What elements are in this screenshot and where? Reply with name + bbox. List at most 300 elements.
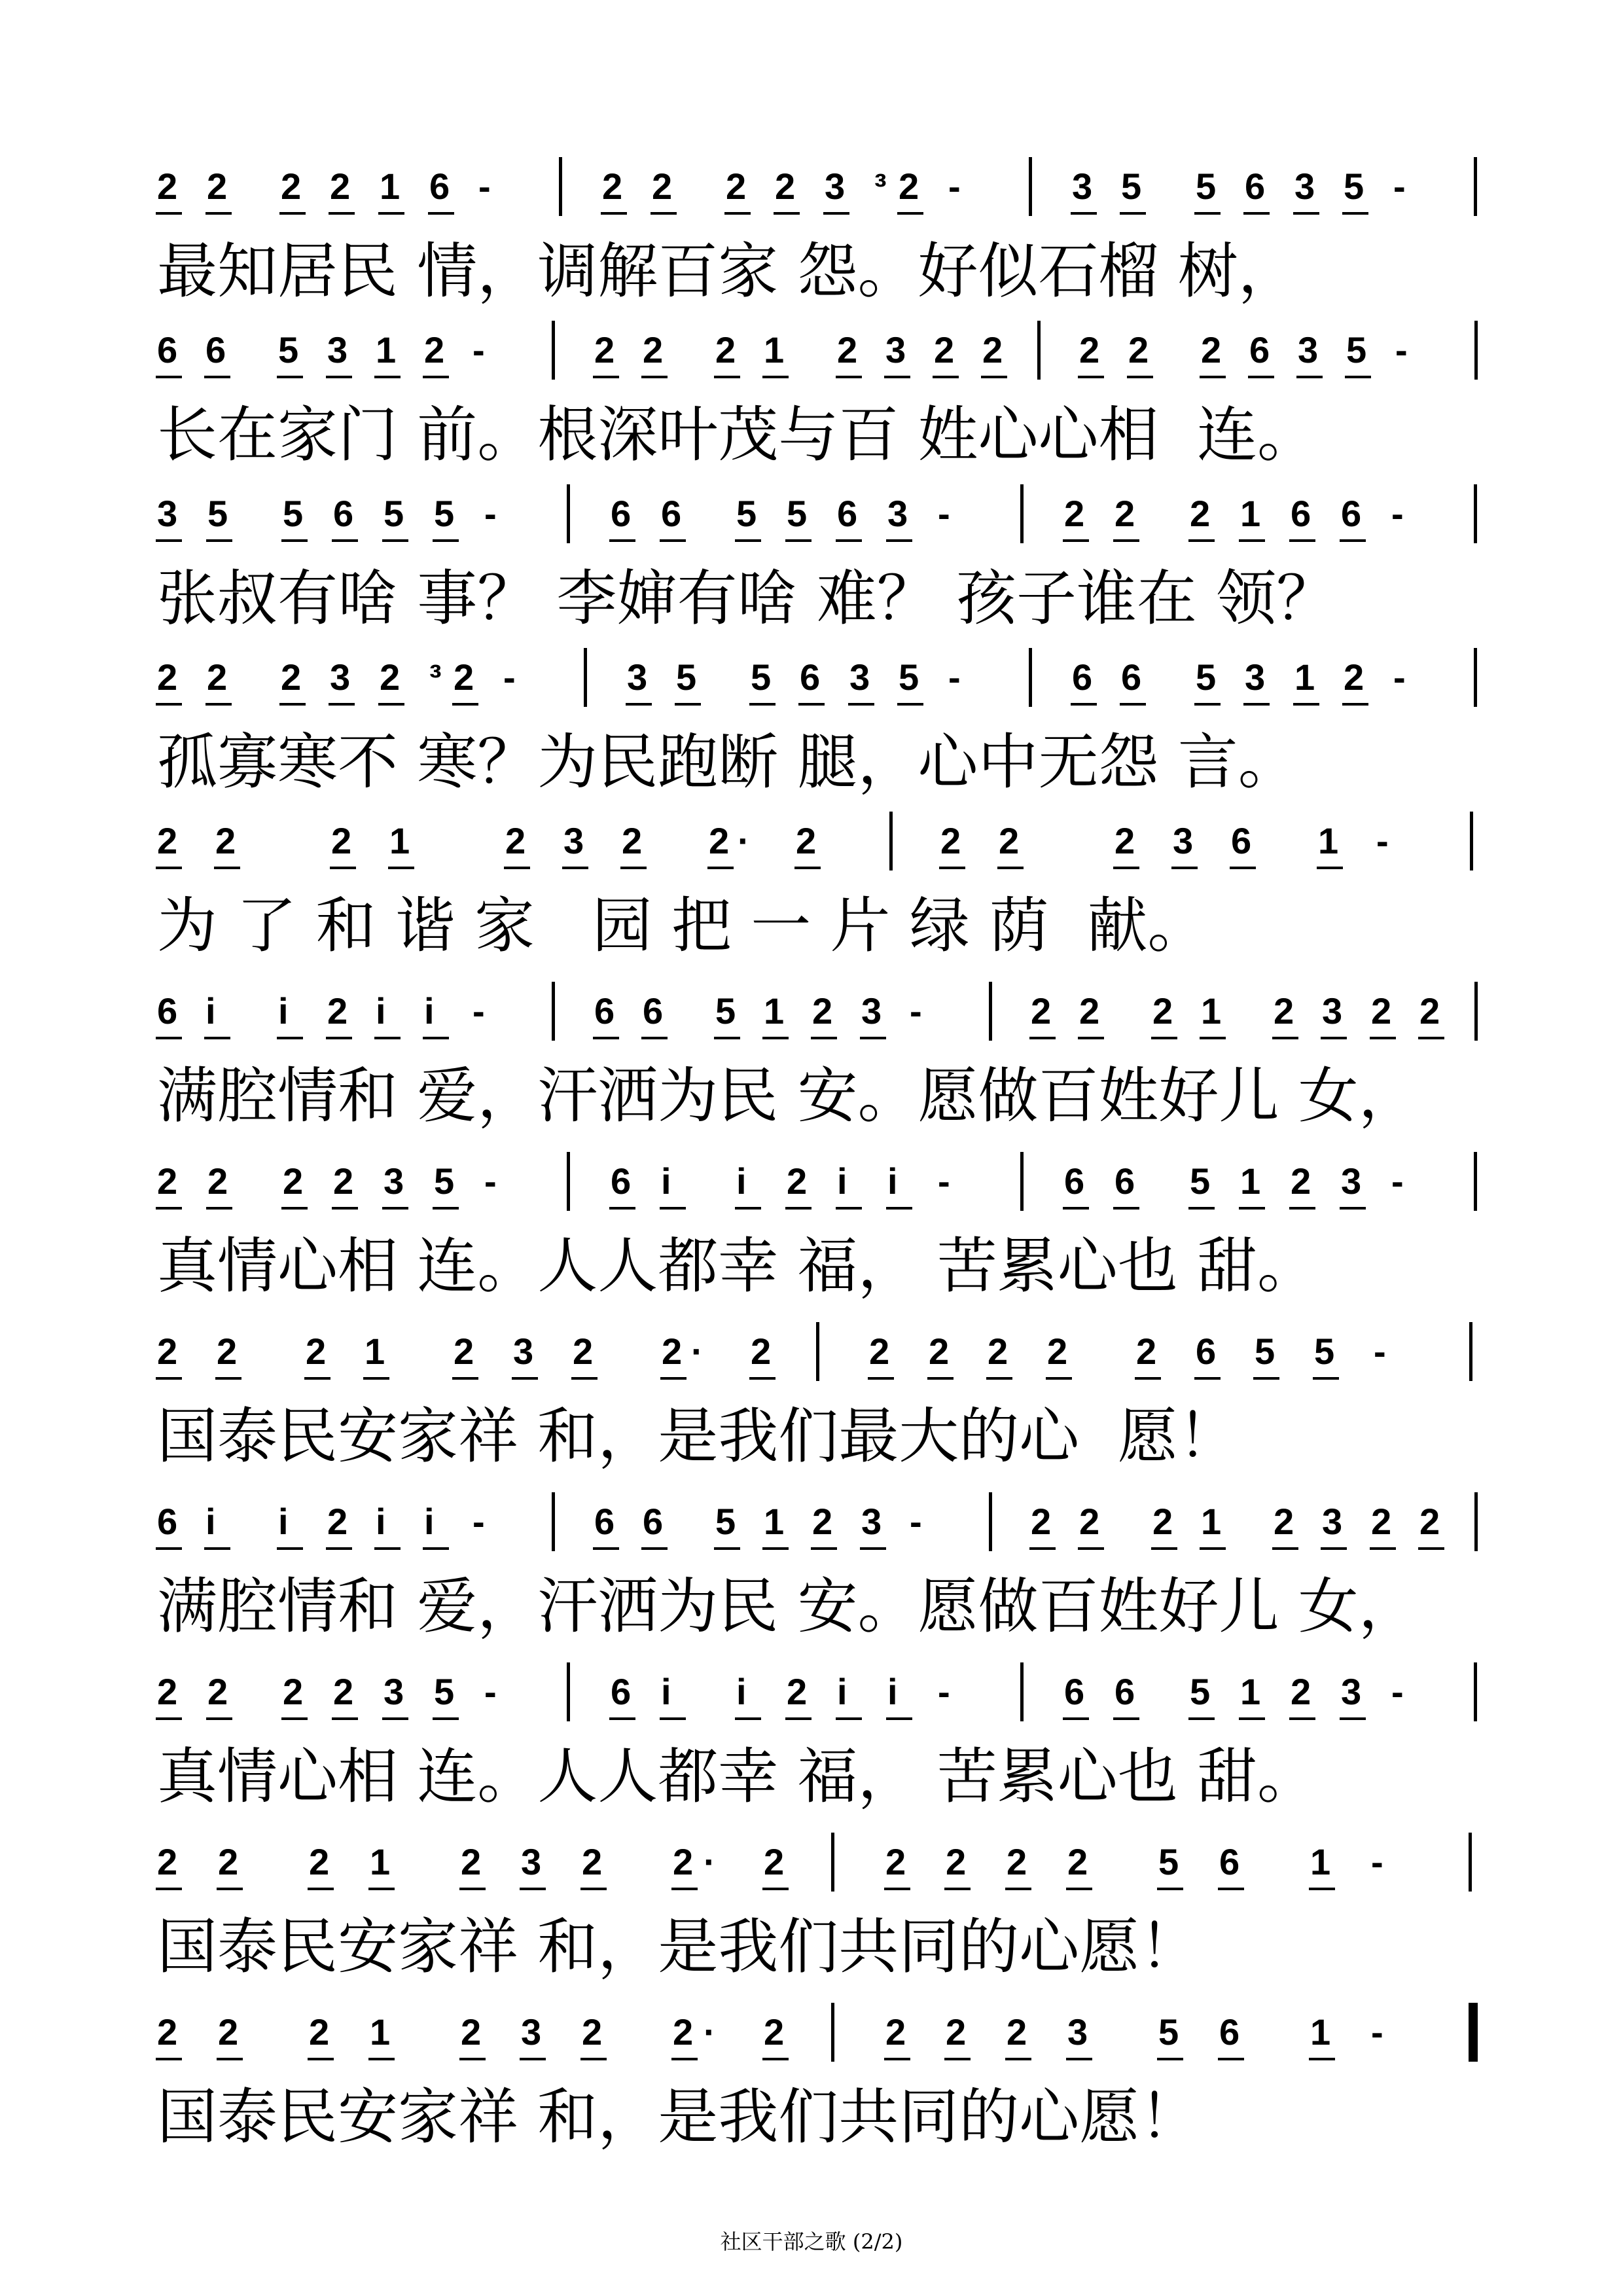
beam-line bbox=[749, 1377, 776, 1380]
note: 2 bbox=[726, 166, 747, 207]
note: 2 bbox=[1371, 1501, 1392, 1542]
beam-line bbox=[1340, 1717, 1366, 1720]
note: 6 bbox=[1231, 820, 1252, 861]
note: 3 bbox=[330, 656, 351, 698]
lyric-line: 张叔有啥 事？ 李婶有啥 难？ 孩子谁在 领？ bbox=[157, 564, 1337, 634]
barline bbox=[1474, 1152, 1477, 1211]
beam-line bbox=[660, 539, 686, 542]
note: 6 bbox=[594, 1501, 615, 1542]
beam-line bbox=[156, 212, 182, 215]
note: - bbox=[473, 1501, 485, 1542]
notation-row bbox=[157, 818, 1492, 897]
beam-line bbox=[1005, 2058, 1031, 2060]
beam-line bbox=[512, 1377, 538, 1380]
note: 3 bbox=[521, 2011, 542, 2053]
notation-row bbox=[157, 2009, 1492, 2088]
barline bbox=[831, 2003, 834, 2062]
notation-row bbox=[157, 164, 1492, 242]
beam-line bbox=[304, 1377, 330, 1380]
note: 3 bbox=[1298, 329, 1319, 370]
beam-line bbox=[762, 1888, 789, 1890]
barline bbox=[559, 157, 562, 216]
page-footer: 社区干部之歌 (2/2) bbox=[720, 2229, 903, 2254]
note: 2 bbox=[327, 1501, 348, 1542]
note: 2 bbox=[929, 1331, 950, 1372]
beam-line bbox=[897, 703, 923, 706]
beam-line bbox=[217, 2058, 243, 2060]
note: 5 bbox=[736, 493, 757, 534]
beam-line bbox=[981, 376, 1007, 378]
note: 5 bbox=[383, 493, 404, 534]
beam-line bbox=[735, 1717, 761, 1720]
beam-line bbox=[1066, 1888, 1092, 1890]
note: 5 bbox=[1196, 656, 1217, 698]
beam-line bbox=[794, 867, 821, 869]
barline bbox=[567, 1662, 570, 1721]
beam-line bbox=[332, 1717, 358, 1720]
note: - bbox=[1376, 820, 1389, 861]
note: 2 bbox=[662, 1331, 683, 1372]
note: 2 bbox=[812, 990, 833, 1031]
note: - bbox=[938, 1671, 950, 1712]
note: i bbox=[278, 990, 289, 1031]
beam-line bbox=[368, 2058, 395, 2060]
note: - bbox=[478, 166, 491, 207]
note: 2 bbox=[1031, 990, 1052, 1031]
notation-row bbox=[157, 491, 1492, 569]
note: 6 bbox=[611, 1160, 632, 1202]
beam-line bbox=[886, 539, 912, 542]
notation-row bbox=[157, 1158, 1492, 1237]
beam-line bbox=[156, 867, 182, 869]
note: 2 bbox=[424, 329, 445, 370]
beam-line bbox=[1218, 1888, 1244, 1890]
beam-line bbox=[1418, 1547, 1444, 1550]
note: i bbox=[837, 1671, 847, 1712]
note: 2 bbox=[1064, 493, 1085, 534]
beam-line bbox=[277, 1547, 303, 1550]
beam-line bbox=[1151, 1037, 1177, 1039]
note: 3 bbox=[513, 1331, 534, 1372]
note: 6 bbox=[205, 329, 226, 370]
beam-line bbox=[1157, 2058, 1183, 2060]
beam-line bbox=[1296, 376, 1323, 378]
note: 5 bbox=[751, 656, 772, 698]
beam-line bbox=[933, 376, 959, 378]
note: - bbox=[1393, 166, 1406, 207]
note: 6 bbox=[1064, 1160, 1085, 1202]
beam-line bbox=[762, 1547, 789, 1550]
note: 2 bbox=[1419, 1501, 1440, 1542]
score-system-3 bbox=[157, 491, 1492, 661]
barline bbox=[567, 484, 570, 543]
beam-line bbox=[997, 867, 1024, 869]
beam-line bbox=[1289, 1207, 1315, 1210]
note: i bbox=[736, 1671, 747, 1712]
note: 2 bbox=[934, 329, 955, 370]
score-system-1 bbox=[157, 164, 1492, 334]
note: 2 bbox=[885, 2011, 906, 2053]
barline bbox=[889, 812, 893, 870]
note: 2 bbox=[1079, 329, 1100, 370]
beam-line bbox=[1066, 2058, 1092, 2060]
note: 2 bbox=[1152, 990, 1173, 1031]
beam-line bbox=[580, 2058, 607, 2060]
beam-line bbox=[1321, 1547, 1347, 1550]
note: - bbox=[484, 493, 497, 534]
note: 1 bbox=[1294, 656, 1315, 698]
note: · bbox=[738, 820, 750, 861]
beam-line bbox=[1120, 212, 1146, 215]
beam-line bbox=[279, 703, 306, 706]
beam-line bbox=[326, 376, 352, 378]
beam-line bbox=[1309, 1888, 1335, 1890]
beam-line bbox=[281, 1207, 308, 1210]
note: 2 bbox=[1031, 1501, 1052, 1542]
note: 2 bbox=[207, 1160, 228, 1202]
note: 2 bbox=[594, 329, 615, 370]
note: 3 bbox=[849, 656, 870, 698]
note: 2 bbox=[333, 1160, 354, 1202]
note: 2 bbox=[787, 1160, 808, 1202]
beam-line bbox=[1272, 1547, 1298, 1550]
note: 3 bbox=[1067, 2011, 1088, 2053]
note: 2 bbox=[869, 1331, 890, 1372]
beam-line bbox=[939, 867, 965, 869]
beam-line bbox=[452, 1377, 478, 1380]
barline bbox=[1474, 982, 1478, 1041]
note: 2 bbox=[1201, 329, 1222, 370]
beam-line bbox=[388, 867, 414, 869]
note: 2 bbox=[751, 1331, 772, 1372]
beam-line bbox=[279, 212, 306, 215]
note: 6 bbox=[429, 166, 450, 207]
note: 2 bbox=[331, 820, 352, 861]
beam-line bbox=[1340, 1207, 1366, 1210]
beam-line bbox=[562, 867, 588, 869]
note: 6 bbox=[157, 329, 178, 370]
beam-line bbox=[660, 1207, 686, 1210]
beam-line bbox=[1071, 703, 1097, 706]
beam-line bbox=[884, 376, 910, 378]
beam-line bbox=[452, 703, 478, 706]
beam-line bbox=[785, 1717, 812, 1720]
note: 2 bbox=[461, 2011, 482, 2053]
barline bbox=[1469, 1833, 1472, 1892]
note: 5 bbox=[1346, 329, 1367, 370]
beam-line bbox=[156, 539, 182, 542]
beam-line bbox=[215, 1377, 241, 1380]
beam-line bbox=[886, 1207, 912, 1210]
beam-line bbox=[1218, 2058, 1244, 2060]
barline bbox=[552, 321, 555, 380]
beam-line bbox=[1171, 867, 1198, 869]
note: 5 bbox=[715, 1501, 736, 1542]
note: i bbox=[205, 990, 216, 1031]
notation-row bbox=[157, 1499, 1492, 1577]
beam-line bbox=[774, 212, 800, 215]
note: - bbox=[948, 656, 961, 698]
note: 2 bbox=[1274, 1501, 1294, 1542]
beam-line bbox=[156, 1888, 182, 1890]
note: 2 bbox=[454, 1331, 474, 1372]
note: 2 bbox=[505, 820, 526, 861]
beam-line bbox=[156, 376, 182, 378]
beam-line bbox=[641, 376, 668, 378]
note: 1 bbox=[1240, 1160, 1261, 1202]
note: i bbox=[205, 1501, 216, 1542]
beam-line bbox=[1321, 1037, 1347, 1039]
note: 2 bbox=[1115, 820, 1135, 861]
score-system-2 bbox=[157, 327, 1492, 497]
note: 2 bbox=[157, 820, 178, 861]
note: i bbox=[661, 1160, 671, 1202]
note: - bbox=[473, 329, 485, 370]
note: 3 bbox=[1245, 656, 1266, 698]
beam-line bbox=[1135, 1377, 1161, 1380]
note: i bbox=[837, 1160, 847, 1202]
lyric-line: 真情心相 连。人人都幸 福， 苦累心也 甜。 bbox=[157, 1742, 1317, 1812]
note: - bbox=[1391, 493, 1404, 534]
note: 2 bbox=[673, 1841, 694, 1882]
note: 2 bbox=[215, 820, 236, 861]
beam-line bbox=[1243, 212, 1270, 215]
notation-row bbox=[157, 655, 1492, 733]
note: 2 bbox=[1067, 1841, 1088, 1882]
barline bbox=[816, 1322, 819, 1381]
note: 2 bbox=[946, 2011, 967, 2053]
note: 2 bbox=[602, 166, 623, 207]
note: 2 bbox=[283, 1160, 304, 1202]
note: 3 bbox=[1322, 990, 1343, 1031]
beam-line bbox=[897, 212, 923, 215]
beam-line bbox=[1078, 1037, 1104, 1039]
note: 2 bbox=[764, 2011, 785, 2053]
note: 1 bbox=[764, 1501, 785, 1542]
note: 2 bbox=[582, 1841, 603, 1882]
beam-line bbox=[459, 1888, 486, 1890]
score-system-4 bbox=[157, 655, 1492, 825]
note: 1 bbox=[764, 990, 785, 1031]
lyric-line: 最知居民 情，调解百家 怨。好似石榴 树， bbox=[157, 236, 1298, 306]
note: 3 bbox=[885, 329, 906, 370]
note: i bbox=[661, 1671, 671, 1712]
beam-line bbox=[785, 1207, 812, 1210]
beam-line bbox=[836, 539, 862, 542]
beam-line bbox=[1127, 376, 1153, 378]
beam-line bbox=[836, 1717, 862, 1720]
beam-line bbox=[156, 703, 182, 706]
note: 2 bbox=[1291, 1160, 1311, 1202]
beam-line bbox=[785, 539, 812, 542]
note: 2 bbox=[1007, 2011, 1027, 2053]
beam-line bbox=[762, 1037, 789, 1039]
beam-line bbox=[1418, 1037, 1444, 1039]
note: 1 bbox=[1310, 2011, 1331, 2053]
beam-line bbox=[368, 1888, 395, 1890]
beam-line bbox=[1005, 1888, 1031, 1890]
note: 2 bbox=[207, 1671, 228, 1712]
note: 3 bbox=[861, 1501, 882, 1542]
note: 2 bbox=[380, 656, 401, 698]
beam-line bbox=[749, 703, 776, 706]
note: 2 bbox=[333, 1671, 354, 1712]
note: 2 bbox=[157, 1671, 178, 1712]
beam-line bbox=[593, 1037, 619, 1039]
note: - bbox=[473, 990, 485, 1031]
beam-line bbox=[1188, 1207, 1215, 1210]
note: ³ bbox=[429, 656, 442, 698]
barline bbox=[1474, 484, 1477, 543]
note: 2 bbox=[157, 656, 178, 698]
beam-line bbox=[714, 1037, 740, 1039]
note: 2 bbox=[283, 1671, 304, 1712]
note: 2 bbox=[1291, 1671, 1311, 1712]
note: 1 bbox=[380, 166, 401, 207]
beam-line bbox=[1113, 1207, 1139, 1210]
note: 1 bbox=[389, 820, 410, 861]
note: 2 bbox=[454, 656, 474, 698]
lyric-line: 满腔情和 爱，汗洒为民 安。愿做百姓好儿 女， bbox=[157, 1061, 1419, 1131]
note: 6 bbox=[643, 990, 664, 1031]
barline bbox=[989, 982, 992, 1041]
beam-line bbox=[1071, 212, 1097, 215]
barline bbox=[1470, 812, 1473, 870]
beam-line bbox=[332, 539, 358, 542]
beam-line bbox=[823, 212, 849, 215]
beam-line bbox=[609, 1717, 635, 1720]
beam-line bbox=[1151, 1547, 1177, 1550]
note: 5 bbox=[1344, 166, 1364, 207]
note: 6 bbox=[333, 493, 354, 534]
note: 1 bbox=[370, 1841, 391, 1882]
beam-line bbox=[1342, 703, 1368, 706]
note: 5 bbox=[1190, 1160, 1211, 1202]
lyric-line: 国泰民安家祥 和，是我们共同的心愿！ bbox=[157, 2082, 1200, 2152]
score-system-12 bbox=[157, 2009, 1492, 2179]
barline bbox=[1020, 484, 1024, 543]
note: 6 bbox=[1115, 1160, 1135, 1202]
beam-line bbox=[944, 1888, 971, 1890]
beam-line bbox=[332, 1207, 358, 1210]
barline bbox=[1037, 321, 1041, 380]
beam-line bbox=[1194, 212, 1221, 215]
score-system-9 bbox=[157, 1499, 1492, 1669]
beam-line bbox=[156, 1377, 182, 1380]
beam-line bbox=[205, 212, 232, 215]
note: i bbox=[887, 1160, 898, 1202]
score-system-7 bbox=[157, 1158, 1492, 1329]
note: 2 bbox=[982, 329, 1003, 370]
note: 2 bbox=[812, 1501, 833, 1542]
notation-row bbox=[157, 1329, 1492, 1407]
note: 1 bbox=[1201, 990, 1222, 1031]
note: 2 bbox=[1136, 1331, 1157, 1372]
beam-line bbox=[1230, 867, 1256, 869]
note: 6 bbox=[1245, 166, 1266, 207]
barline bbox=[1029, 157, 1032, 216]
note: 2 bbox=[999, 820, 1020, 861]
notation-row bbox=[157, 988, 1492, 1067]
note: 2 bbox=[643, 329, 664, 370]
beam-line bbox=[204, 1037, 230, 1039]
barline bbox=[552, 1492, 555, 1551]
beam-line bbox=[423, 1037, 449, 1039]
barline bbox=[989, 1492, 992, 1551]
note: 1 bbox=[1201, 1501, 1222, 1542]
note: - bbox=[910, 1501, 922, 1542]
note: - bbox=[938, 493, 950, 534]
beam-line bbox=[1113, 867, 1139, 869]
lyric-line: 为 了 和 谐 家 园 把 一 片 绿 荫 献。 bbox=[157, 891, 1208, 961]
beam-line bbox=[593, 1547, 619, 1550]
beam-line bbox=[1188, 1717, 1215, 1720]
beam-line bbox=[707, 867, 734, 869]
note: - bbox=[948, 166, 961, 207]
beam-line bbox=[1345, 376, 1371, 378]
beam-line bbox=[459, 2058, 486, 2060]
beam-line bbox=[206, 1717, 232, 1720]
beam-line bbox=[836, 1207, 862, 1210]
barline bbox=[584, 648, 587, 707]
beam-line bbox=[156, 1037, 182, 1039]
beam-line bbox=[860, 1547, 886, 1550]
note: 5 bbox=[283, 493, 304, 534]
note: 3 bbox=[327, 329, 348, 370]
note: 2 bbox=[157, 1841, 178, 1882]
barline bbox=[1469, 1322, 1472, 1381]
beam-line bbox=[811, 1037, 837, 1039]
beam-line bbox=[214, 867, 240, 869]
beam-line bbox=[326, 1037, 352, 1039]
beam-line bbox=[308, 2058, 334, 2060]
note: 2 bbox=[207, 656, 228, 698]
note: 6 bbox=[157, 1501, 178, 1542]
score-system-8 bbox=[157, 1329, 1492, 1499]
note: 2 bbox=[1128, 329, 1149, 370]
score-system-10 bbox=[157, 1669, 1492, 1839]
note: 5 bbox=[434, 1671, 455, 1712]
note: 2 bbox=[1115, 493, 1135, 534]
note: 2 bbox=[157, 166, 178, 207]
beam-line bbox=[609, 539, 635, 542]
barline bbox=[1474, 321, 1478, 380]
note: 2 bbox=[1190, 493, 1211, 534]
note: 2 bbox=[673, 2011, 694, 2053]
note: 6 bbox=[1196, 1331, 1217, 1372]
note: 1 bbox=[1240, 1671, 1261, 1712]
note: 6 bbox=[1121, 656, 1142, 698]
beam-line bbox=[374, 1037, 401, 1039]
note: 3 bbox=[563, 820, 584, 861]
beam-line bbox=[1188, 539, 1215, 542]
beam-line bbox=[811, 1547, 837, 1550]
beam-line bbox=[1239, 1717, 1265, 1720]
note: 2 bbox=[573, 1331, 594, 1372]
note: 2 bbox=[1007, 1841, 1027, 1882]
note: 2 bbox=[218, 1841, 239, 1882]
beam-line bbox=[660, 1717, 686, 1720]
beam-line bbox=[382, 539, 408, 542]
beam-line bbox=[836, 376, 862, 378]
note: 5 bbox=[715, 990, 736, 1031]
beam-line bbox=[626, 703, 652, 706]
note: 2 bbox=[218, 2011, 239, 2053]
beam-line bbox=[1063, 539, 1089, 542]
note: 2 bbox=[309, 2011, 330, 2053]
beam-line bbox=[1239, 1207, 1265, 1210]
note: 6 bbox=[611, 1671, 632, 1712]
